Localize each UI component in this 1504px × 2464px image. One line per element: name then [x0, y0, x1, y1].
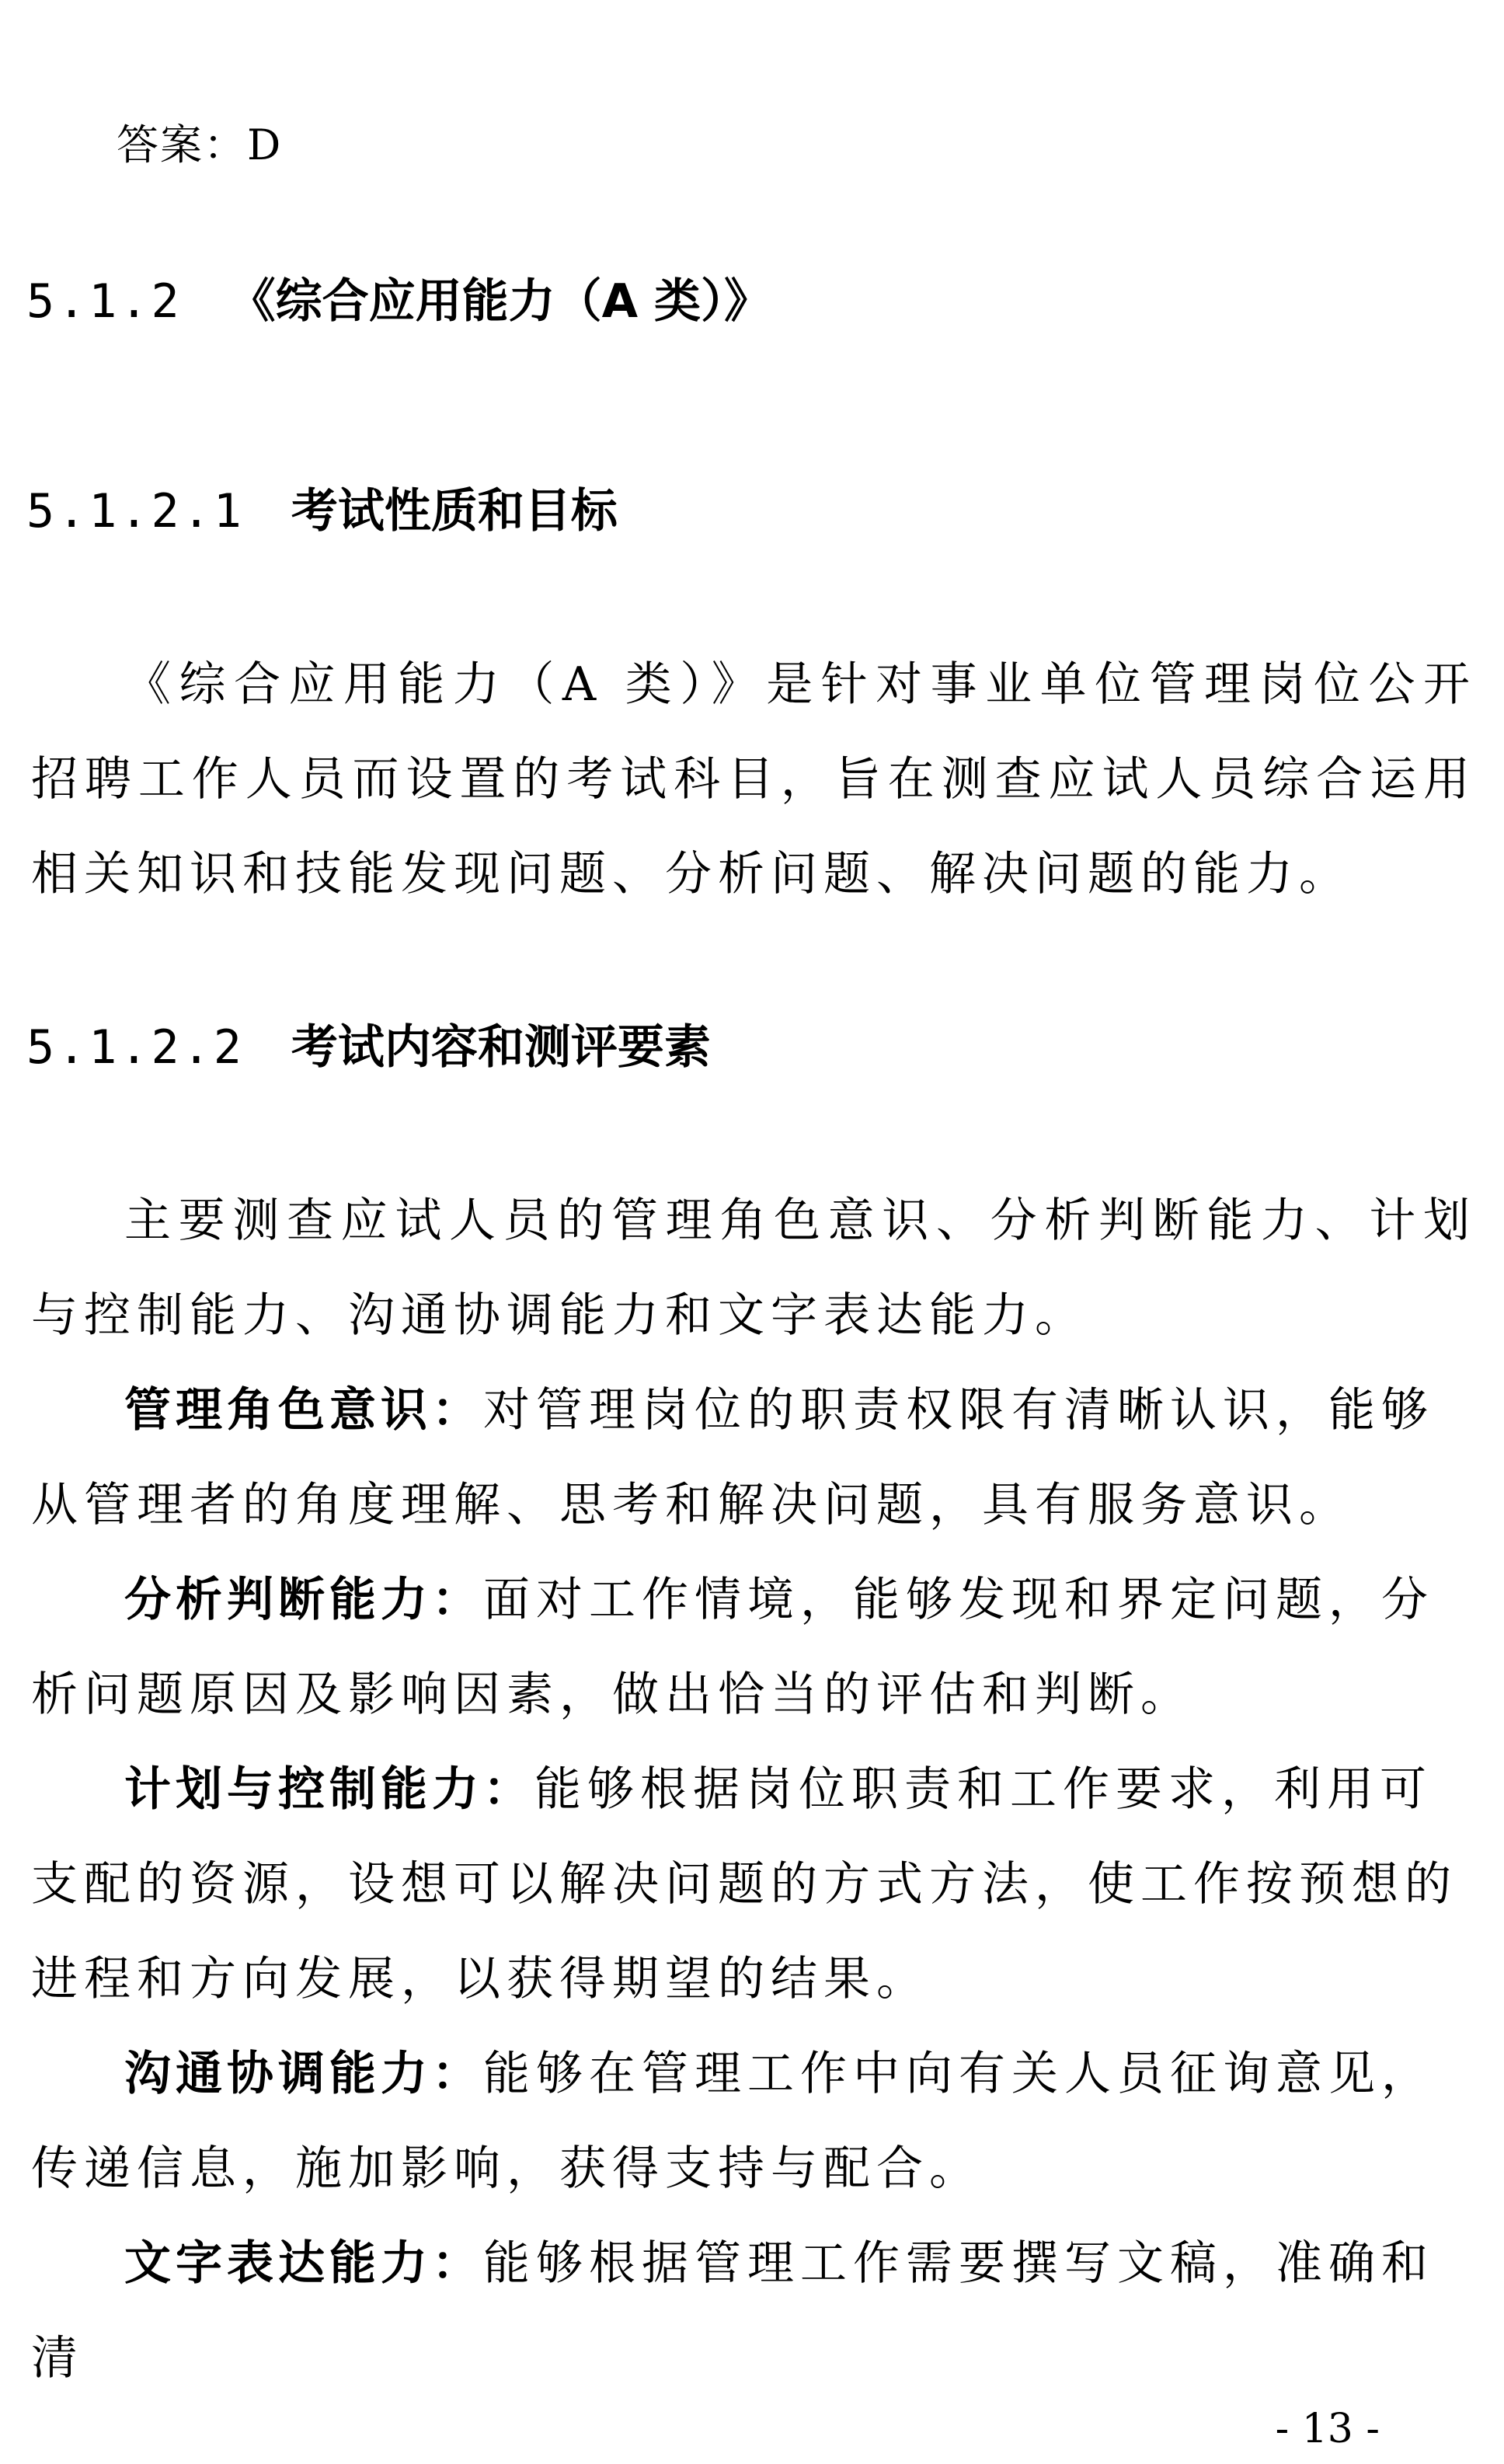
definition-text: 对管理岗位的职责权限有清晰认识，能够从管理者的角度理解、思考和解决问题，具有服务意识。 [31, 1383, 1434, 1532]
definition-text: 面对工作情境，能够发现和界定问题，分析问题原因及影响因素，做出恰当的评估和判断。 [31, 1573, 1434, 1722]
definition-text: 能够根据管理工作需要撰写文稿，准确和清 [31, 2236, 1434, 2386]
subsection-title: 考试性质和目标 [291, 484, 618, 538]
section-heading [26, 274, 771, 329]
definition-management-role [31, 1363, 1476, 1553]
definition-term: 沟通协调能力： [124, 2047, 483, 2101]
definition-term: 分析判断能力： [124, 1573, 483, 1627]
definition-analysis-judgment [31, 1553, 1476, 1742]
subsection-heading-content-elements [26, 1020, 711, 1075]
nature-goals-paragraph: 《综合应用能力（A 类）》是针对事业单位管理岗位公开招聘工作人员而设置的考试科目，旨在测查应试人员综合运用相关知识和技能发现问题、分析问题、解决问题的能力。 [31, 657, 1476, 901]
subsection-number: 5.1.2.1 [26, 484, 245, 538]
section-number: 5.1.2 [26, 274, 183, 329]
answer-line: 答案：D [117, 120, 283, 169]
definition-term: 计划与控制能力： [124, 1762, 534, 1817]
subsection-number: 5.1.2.2 [26, 1020, 245, 1075]
definition-written-expression [31, 2216, 1476, 2406]
definition-term: 管理角色意识： [124, 1383, 483, 1438]
section-title: 《综合应用能力（A 类）》 [228, 274, 771, 329]
subsection-title: 考试内容和测评要素 [291, 1020, 711, 1075]
definition-term: 文字表达能力： [124, 2236, 483, 2291]
definition-communication [31, 2027, 1476, 2216]
content-intro-paragraph: 主要测查应试人员的管理角色意识、分析判断能力、计划与控制能力、沟通协调能力和文字表达能力。 [31, 1194, 1476, 1343]
definition-planning-control [31, 1742, 1476, 2027]
definition-text: 能够在管理工作中向有关人员征询意见，传递信息，施加影响，获得支持与配合。 [31, 2047, 1434, 2196]
page-number: - 13 - [1275, 2406, 1380, 2452]
definition-text: 能够根据岗位职责和工作要求，利用可支配的资源，设想可以解决问题的方式方法，使工作按预想的进程和方向发展，以获得期望的结果。 [31, 1762, 1457, 2006]
subsection-heading-nature-goals [26, 484, 618, 538]
